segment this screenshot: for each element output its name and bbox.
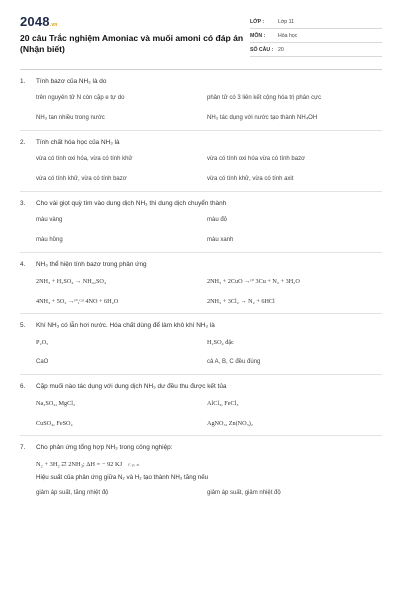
meta-value: Hóa học: [278, 32, 298, 39]
answer-option[interactable]: cả A, B, C đều đúng: [207, 359, 261, 365]
answer-option[interactable]: 2NH₃ + 3Cl₂ → N₂ + 6HCl: [207, 298, 275, 305]
question-item: [20, 253, 382, 314]
question-text: Tính chất hóa học của NH₃ là: [36, 139, 120, 146]
question-text: NH₃ thể hiện tính bazơ trong phản ứng: [36, 261, 147, 268]
question-number: 3.: [20, 200, 26, 207]
question-item: [20, 375, 382, 436]
question-text: Khí NH₃ có lẫn hơi nước. Hóa chất dùng để làm khô khí NH₃ là: [36, 322, 215, 329]
answer-option[interactable]: P₂O₅: [36, 339, 49, 346]
document-meta: [250, 15, 382, 57]
site-logo[interactable]: [20, 14, 250, 29]
answer-option[interactable]: AgNO₃, Zn(NO₃)₂: [207, 420, 253, 427]
answer-option[interactable]: vừa có tính khử, vừa có tính bazơ: [36, 176, 127, 182]
question-number: 5.: [20, 322, 26, 329]
question-text: Cho vài giọt quỳ tím vào dung dịch NH₃ thì dung dịch chuyển thành: [36, 200, 227, 207]
answer-option[interactable]: AlCl₃, FeCl₃: [207, 400, 239, 407]
meta-label: MÔN :: [250, 32, 266, 39]
question-number: 1.: [20, 78, 26, 85]
answer-option[interactable]: trên nguyên tử N còn cặp e tự do: [36, 95, 125, 101]
answer-option[interactable]: CaO: [36, 359, 49, 365]
answer-option[interactable]: 4NH₃ + 5O₂ →ᵗ°,ᶜᵃᵗ 4NO + 6H₂O: [36, 298, 119, 305]
question-item: [20, 314, 382, 375]
question-number: 6.: [20, 383, 26, 390]
question-number: 4.: [20, 261, 26, 268]
equation-text: N₂ + 3H₂ ⇄ 2NH₃; ΔH = − 92 KJ: [36, 461, 123, 468]
meta-label: LỚP :: [250, 18, 265, 25]
reaction-conditions: t°, p, xt: [127, 462, 140, 467]
question-item: [20, 70, 382, 131]
question-number: 7.: [20, 444, 26, 451]
question-number: 2.: [20, 139, 26, 146]
answer-option[interactable]: CuSO₄, FeSO₄: [36, 420, 73, 427]
answer-option[interactable]: Na₂SO₄, MgCl₂: [36, 400, 76, 407]
question-text: Cho phản ứng tổng hợp NH₃ trong công nghiệp:: [36, 444, 173, 451]
meta-row-class: [250, 15, 382, 29]
question-item: [20, 192, 382, 253]
meta-value: 20: [278, 46, 284, 53]
answer-option[interactable]: màu đỏ: [207, 217, 228, 223]
document-header: [20, 14, 382, 57]
answer-option[interactable]: 2NH₃ + 2CuO →ᵗ° 3Cu + N₂ + 3H₂O: [207, 278, 300, 285]
meta-row-count: [250, 43, 382, 57]
answer-option[interactable]: NH₃ tác dụng với nước tạo thành NH₄OH: [207, 115, 318, 121]
answer-option[interactable]: màu hồng: [36, 237, 63, 243]
meta-row-subject: [250, 29, 382, 43]
answer-option[interactable]: 2NH₃ + H₂SO₄ → NH₄₂SO₄: [36, 278, 107, 285]
answer-option[interactable]: vừa có tính khử, vừa có tính axit: [207, 176, 294, 182]
logo-suffix: .vn: [49, 22, 58, 28]
question-item: [20, 436, 382, 505]
answer-option[interactable]: giảm áp suất, tăng nhiệt độ: [36, 490, 109, 496]
question-item: [20, 131, 382, 192]
reaction-equation: [20, 460, 382, 468]
question-text: Tính bazơ của NH₃ là do: [36, 78, 107, 85]
document-title: 20 câu Trắc nghiệm Amoniac và muối amoni có đáp án (Nhận biết): [20, 33, 244, 54]
question-text: Cặp muối nào tác dụng với dung dịch NH₃ dư đều thu được kết tủa: [36, 383, 227, 390]
meta-label: SỐ CÂU :: [250, 46, 274, 53]
logo-text: 2048: [20, 14, 50, 29]
question-list: [20, 70, 382, 505]
answer-option[interactable]: vừa có tính oxi hóa vừa có tính bazơ: [207, 156, 306, 162]
meta-value: Lớp 11: [278, 18, 294, 25]
answer-option[interactable]: màu xanh: [207, 237, 234, 243]
answer-option[interactable]: NH₃ tan nhiều trong nước: [36, 115, 105, 121]
answer-option[interactable]: phân tử có 3 liên kết cộng hóa trị phân cực: [207, 95, 322, 101]
answer-option[interactable]: màu vàng: [36, 217, 63, 223]
answer-option[interactable]: H₂SO₄ đặc: [207, 339, 234, 346]
question-subtext: Hiệu suất của phản ứng giữa N₂ và H₂ tạo thành NH₃ tăng nếu: [36, 474, 209, 481]
header-left: [20, 14, 250, 57]
answer-option[interactable]: vừa có tính oxi hóa, vừa có tính khử: [36, 156, 133, 162]
answer-option[interactable]: giảm áp suất, giảm nhiệt độ: [207, 490, 281, 496]
